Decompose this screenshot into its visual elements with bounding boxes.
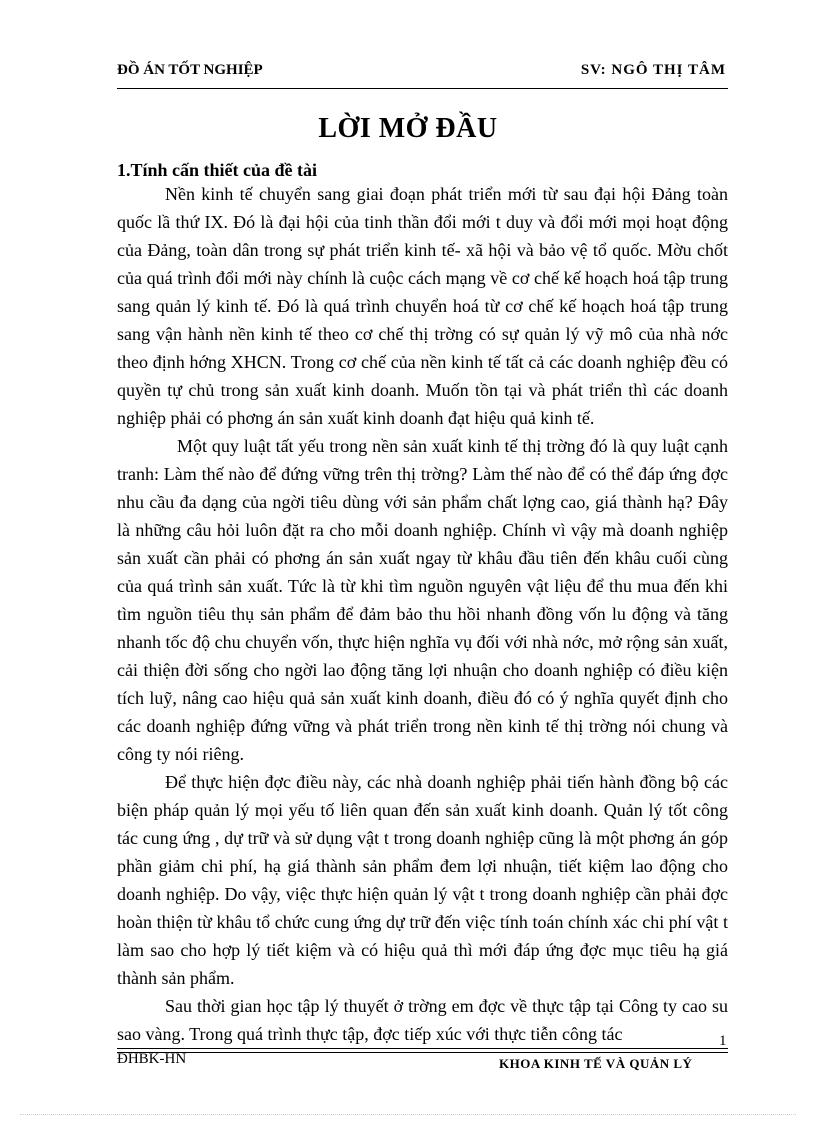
page-title: LỜI MỞ ĐẦU <box>318 113 498 144</box>
page-number: 1 <box>719 1033 727 1049</box>
footer-right-text: KHOA KINH TẾ VÀ QUẢN LÝ <box>499 1056 693 1071</box>
footer-left-text: ĐHBK-HN <box>117 1051 187 1067</box>
paragraph-1: Nền kinh tế chuyển sang giai đoạn phát triển mới từ sau đại hội Đảng toàn quốc lầ thứ IX. Đó là đại hội của tinh thần đổi mới t duy và đổi mới mọi hoạt động của Đảng, toàn dân trong sự phát triển kinh tế- xã hội và bảo vệ tổ quốc. Mờu chốt của quá trình đổi mới này chính là cuộc cách mạng về cơ chế kế hoạch hoá tập trung sang quản lý kinh tế. Đó là quá trình chuyển hoá từ cơ chế kế hoạch hoá tập trung sang vận hành nền kinh tế theo cơ chế thị trờng có sự quản lý vỹ mô của nhà nớc theo định hớng XHCN. Trong cơ chế của nền kinh tế tất cả các doanh nghiệp đều có quyền tự chủ trong sản xuất kinh doanh. Muốn tồn tại và phát triển thì các doanh nghiệp phải có phơng án sản xuất kinh doanh đạt hiệu quả kinh tế. <box>117 184 728 428</box>
header-rule <box>117 88 728 89</box>
paragraph-4: Sau thời gian học tập lý thuyết ở trờng em đợc về thực tập tại Công ty cao su sao vàng. Trong quá trình thực tập, đợc tiếp xúc với thực tiễn công tác <box>117 996 728 1044</box>
paragraph-2: Một quy luật tất yếu trong nền sản xuất kinh tế thị trờng đó là quy luật cạnh tranh: Làm thế nào để đứng vững trên thị trờng? Làm thế nào để có thể đáp ứng đợc nhu cầu đa dạng của ngời tiêu dùng với sản phẩm chất lợng cao, giá thành hạ? Đây là những câu hỏi luôn đặt ra cho mỗi doanh nghiệp. Chính vì vậy mà doanh nghiệp sản xuất cần phải có phơng án sản xuất ngay từ khâu đầu tiên đến khâu cuối cùng của quá trình sản xuất. Tức là từ khi tìm nguồn nguyên vật liệu để thu mua đến khi tìm nguồn tiêu thụ sản phẩm để đảm bảo thu hồi nhanh đồng vốn lu động và tăng nhanh tốc độ chu chuyển vốn, thực hiện nghĩa vụ đối với nhà nớc, mở rộng sản xuất, cải thiện đời sống cho ngời lao động tăng lợi nhuận cho doanh nghiệp có điều kiện tích luỹ, nâng cao hiệu quả sản xuất kinh doanh, điều đó có ý nghĩa quyết định cho các doanh nghiệp đứng vững và phát triển trong nền kinh tế thị trờng nói chung và công ty nói riêng. <box>117 436 728 764</box>
header-left-text: ĐỒ ÁN TỐT NGHIỆP <box>117 62 263 78</box>
page-header <box>117 62 726 86</box>
footer-rule-bottom <box>117 1052 728 1053</box>
section-heading: 1.Tính cấn thiết của đề tài <box>117 160 318 180</box>
footer-rule-top <box>117 1048 728 1049</box>
header-right-text: SV: NGÔ THỊ TÂM <box>580 62 726 78</box>
body-text <box>117 180 728 1048</box>
paragraph-3: Để thực hiện đợc điều này, các nhà doanh nghiệp phải tiến hành đồng bộ các biện pháp quản lý mọi yếu tố liên quan đến sản xuất kinh doanh. Quản lý tốt công tác cung ứng , dự trữ và sử dụng vật t trong doanh nghiệp cũng là một phơng án góp phần giảm chi phí, hạ giá thành sản phẩm đem lợi nhuận, tiết kiệm lao động cho doanh nghiệp. Do vậy, việc thực hiện quản lý vật t trong doanh nghiệp cần phải đợc hoàn thiện từ khâu tổ chức cung ứng dự trữ đến việc tính toán chính xác chi phí vật t làm sao cho hợp lý tiết kiệm và có hiệu quả thì mới đáp ứng đợc mục tiêu hạ giá thành sản phẩm. <box>117 772 728 988</box>
page-bottom-dotted-line <box>20 1114 796 1115</box>
